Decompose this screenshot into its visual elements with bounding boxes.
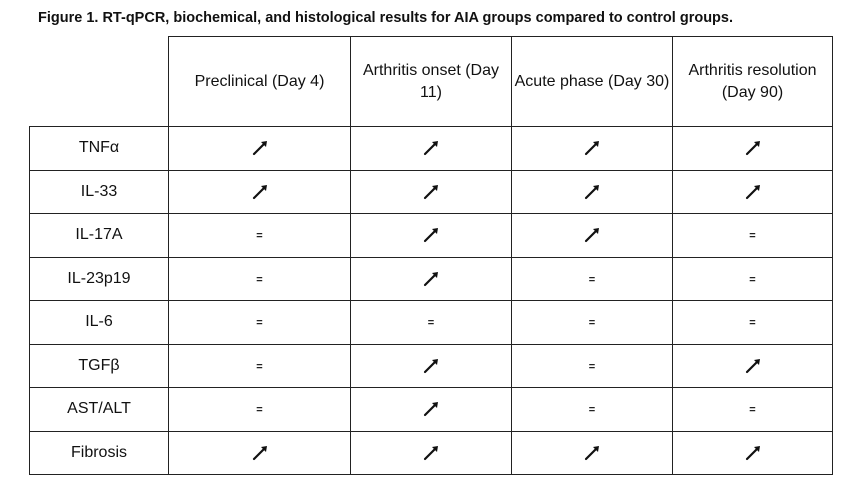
increase-arrow-icon — [744, 183, 762, 201]
table-row — [30, 344, 833, 388]
row-label: Fibrosis — [30, 431, 169, 475]
increase-arrow-icon — [422, 357, 440, 375]
increase-arrow-icon — [744, 357, 762, 375]
row-label: IL-23p19 — [30, 257, 169, 301]
increase-arrow-icon — [251, 183, 269, 201]
result-cell — [351, 344, 512, 388]
equal-icon: = — [588, 404, 596, 417]
table-row — [30, 388, 833, 432]
table-row — [30, 214, 833, 258]
table-row — [30, 127, 833, 171]
result-cell — [673, 301, 833, 345]
result-cell — [673, 257, 833, 301]
results-table — [29, 36, 833, 475]
result-cell — [673, 431, 833, 475]
increase-arrow-icon — [422, 226, 440, 244]
increase-arrow-icon — [422, 400, 440, 418]
result-cell — [673, 214, 833, 258]
result-cell — [351, 388, 512, 432]
result-cell — [169, 344, 351, 388]
result-cell — [169, 301, 351, 345]
equal-icon: = — [256, 404, 263, 417]
row-label: AST/ALT — [30, 388, 169, 432]
increase-arrow-icon — [583, 444, 601, 462]
table-row — [30, 431, 833, 475]
header-row — [30, 37, 833, 127]
increase-arrow-icon — [251, 444, 269, 462]
equal-icon: = — [588, 317, 596, 330]
row-label: TNFα — [30, 127, 169, 171]
increase-arrow-icon — [583, 139, 601, 157]
result-cell — [351, 301, 512, 345]
column-header-preclinical: Preclinical (Day 4) — [169, 37, 351, 127]
increase-arrow-icon — [583, 183, 601, 201]
increase-arrow-icon — [744, 139, 762, 157]
result-cell — [351, 431, 512, 475]
result-cell — [169, 214, 351, 258]
increase-arrow-icon — [583, 226, 601, 244]
result-cell — [351, 257, 512, 301]
equal-icon: = — [256, 360, 263, 373]
result-cell — [169, 170, 351, 214]
equal-icon: = — [256, 273, 263, 286]
equal-icon: = — [588, 273, 596, 286]
result-cell — [351, 170, 512, 214]
result-cell — [169, 257, 351, 301]
result-cell — [512, 344, 673, 388]
column-header-arthritis-resolution: Arthritis resolution (Day 90) — [673, 37, 833, 127]
row-label: IL-33 — [30, 170, 169, 214]
result-cell — [673, 388, 833, 432]
result-cell — [512, 214, 673, 258]
equal-icon: = — [749, 317, 756, 330]
equal-icon: = — [749, 404, 756, 417]
table-row — [30, 301, 833, 345]
result-cell — [169, 127, 351, 171]
equal-icon: = — [256, 317, 263, 330]
row-label: IL-17A — [30, 214, 169, 258]
result-cell — [351, 127, 512, 171]
row-label: IL-6 — [30, 301, 169, 345]
increase-arrow-icon — [251, 139, 269, 157]
result-cell — [512, 301, 673, 345]
equal-icon: = — [588, 360, 596, 373]
increase-arrow-icon — [744, 444, 762, 462]
equal-icon: = — [749, 273, 756, 286]
table-body — [30, 127, 833, 475]
result-cell — [673, 344, 833, 388]
equal-icon: = — [427, 317, 435, 330]
column-header-arthritis-onset: Arthritis onset (Day 11) — [351, 37, 512, 127]
corner-cell — [30, 37, 169, 127]
result-cell — [673, 127, 833, 171]
table-row — [30, 170, 833, 214]
increase-arrow-icon — [422, 183, 440, 201]
increase-arrow-icon — [422, 139, 440, 157]
result-cell — [512, 431, 673, 475]
column-header-acute-phase: Acute phase (Day 30) — [512, 37, 673, 127]
result-cell — [512, 127, 673, 171]
result-cell — [512, 257, 673, 301]
equal-icon: = — [256, 230, 263, 243]
result-cell — [512, 388, 673, 432]
result-cell — [512, 170, 673, 214]
result-cell — [673, 170, 833, 214]
table-row — [30, 257, 833, 301]
figure-caption: Figure 1. RT-qPCR, biochemical, and histological results for AIA groups compared to control groups. — [38, 10, 734, 26]
increase-arrow-icon — [422, 444, 440, 462]
increase-arrow-icon — [422, 270, 440, 288]
row-label: TGFβ — [30, 344, 169, 388]
result-cell — [169, 388, 351, 432]
result-cell — [169, 431, 351, 475]
equal-icon: = — [749, 230, 756, 243]
result-cell — [351, 214, 512, 258]
